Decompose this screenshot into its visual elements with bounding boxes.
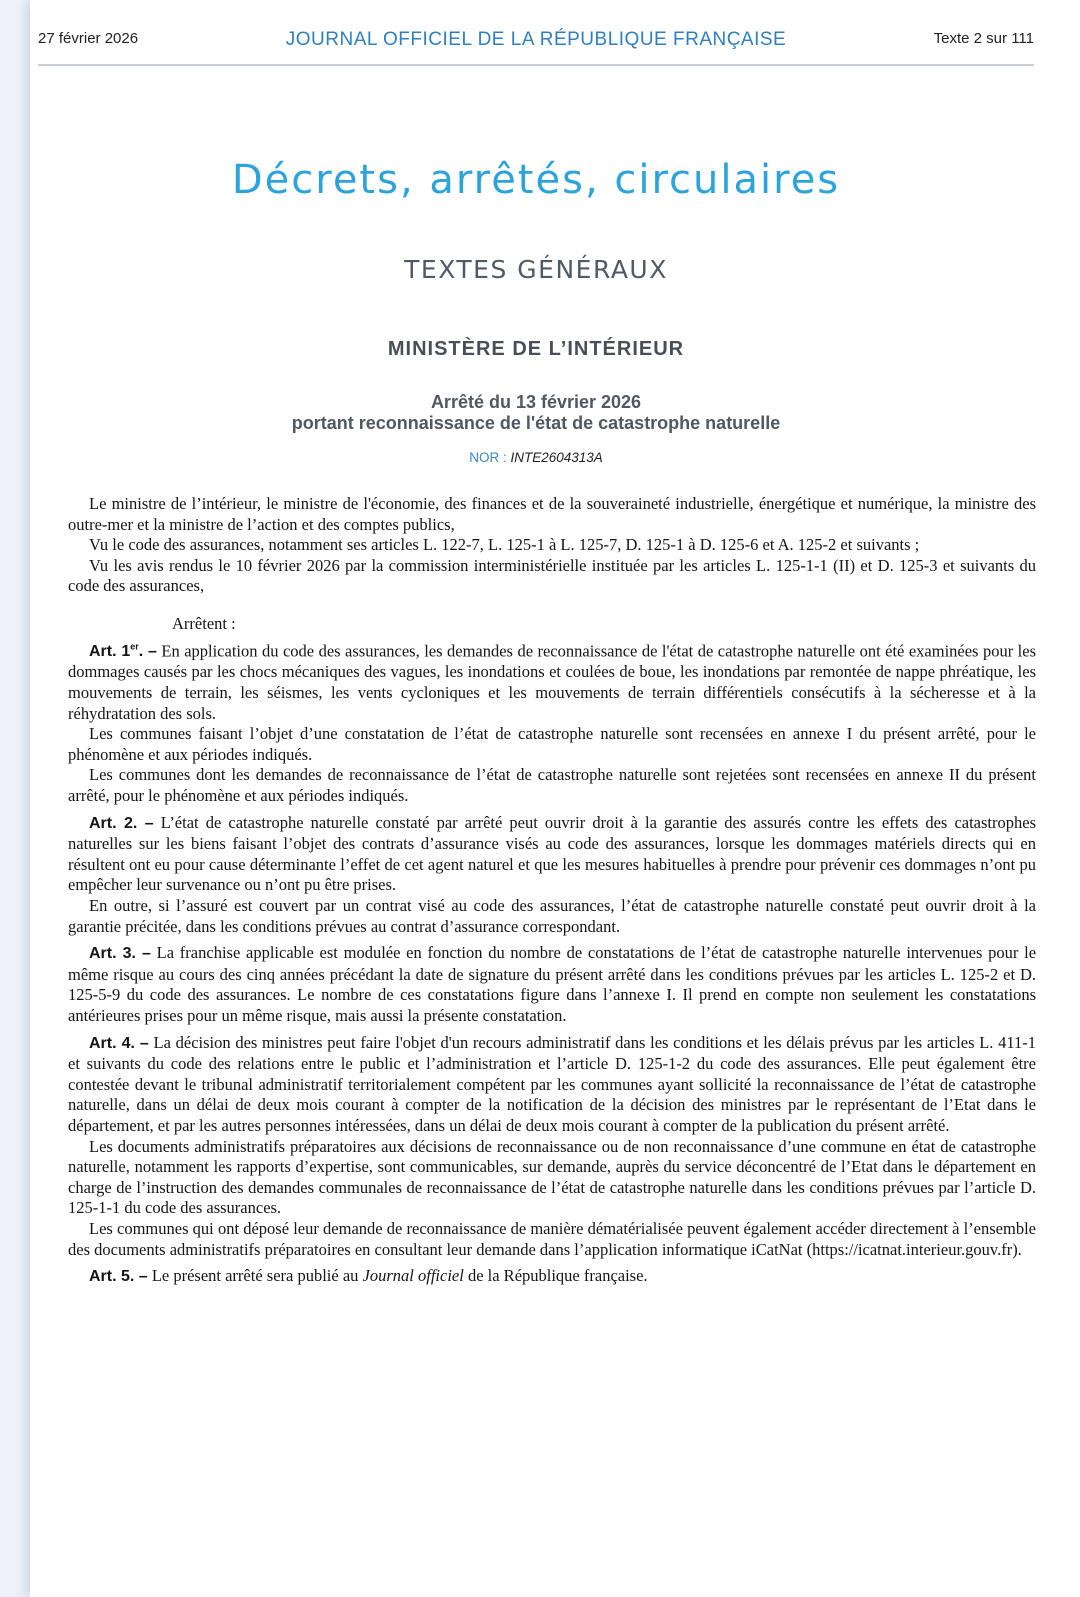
ministry-heading: MINISTÈRE DE L’INTÉRIEUR — [387, 338, 685, 360]
text-counter: Texte 2 sur 111 — [933, 30, 1034, 47]
article-4-label: Art. 4. – — [89, 1034, 149, 1052]
nor-reference — [38, 450, 1034, 465]
decree-body — [68, 494, 1036, 1288]
article-5-paragraph: Art. 5. – Le présent arrêté sera publié au Journal officiel de la République française. — [89, 1266, 648, 1286]
publication-date: 27 février 2026 — [38, 30, 139, 47]
article-1-label: Art. 1er. – — [89, 641, 157, 660]
decree-title-line1: Arrêté du 13 février 2026 — [430, 392, 642, 412]
article-4-paragraph-1: Art. 4. – La décision des ministres peut faire l'objet d'un recours administratif dans les conditions et les délais prévus par les articles L. 411-1 et suivants du code des relations entre le public et l’administration et l’article D. 125-1-2 du code des assurances. Elle peut également être contestée devant le tribunal administratif territorialement compétent par les communes ayant sollicité la reconnaissance de l’état de catastrophe naturelle, dans un délai de deux mois courant à compter de la notification de la décision des ministres par le représentant de l’Etat dans le département, et par les autres personnes intéressées, dans un délai de deux mois courant à compter de la publication du présent arrêté. — [68, 1032, 1037, 1135]
article-3-paragraph-1: Art. 3. – La franchise applicable est modulée en fonction du nombre de constatations de l’état de catastrophe naturelle intervenues pour le même risque au cours des cinq années précédant la date de signature du présent arrêté dans les conditions prévues par les articles L. 125-2 et D. 125-5-9 du code des assurances. Le nombre de ces constatations figure dans l’annexe I. Il prend en compte non seulement les constatations antérieures prises pour un même risque, mais aussi la présente constatation. — [68, 943, 1037, 1025]
arretent: Arrêtent : — [172, 613, 236, 633]
preamble-vu-avis: Vu les avis rendus le 10 février 2026 par la commission interministérielle instituée par les articles L. 125-1-1 (II) et D. 125-3 et suivants du code des assurances, — [68, 555, 1036, 596]
subsection-title: TEXTES GÉNÉRAUX — [404, 255, 668, 284]
article-2-label: Art. 2. – — [89, 814, 154, 832]
nor-code: INTE2604313A — [510, 450, 603, 465]
nor-label: NOR : — [469, 450, 507, 465]
preamble-ministers: Le ministre de l’intérieur, le ministre de l'économie, des finances et de la souveraineté industrielle, énergétique et numérique, la ministre des outre-mer et la ministre de l’action et des comptes publics, — [68, 494, 1036, 534]
journal-name: JOURNAL OFFICIEL DE LA RÉPUBLIQUE FRANÇAISE — [285, 29, 787, 50]
section-title: Décrets, arrêtés, circulaires — [231, 157, 841, 203]
article-4-paragraph-3: Les communes qui ont déposé leur demande de reconnaissance de manière dématérialisée peuvent également accéder directement à l’ensemble des documents administratifs préparatoires en consultant leur demande dans l’application informatique iCatNat (https://icatnat.interieur.gouv.fr). — [68, 1218, 1036, 1259]
article-1-paragraph-2: Les communes faisant l’objet d’une constatation de l’état de catastrophe naturelle sont recensées en annexe I du présent arrêté, pour le phénomène et aux périodes indiqués. — [68, 724, 1036, 764]
decree-title-line2: portant reconnaissance de l'état de catastrophe naturelle — [291, 413, 781, 433]
article-5-label: Art. 5. – — [89, 1268, 148, 1286]
journal-officiel-italic: Journal officiel — [362, 1266, 464, 1286]
article-2-paragraph-1: Art. 2. – L’état de catastrophe naturelle constaté par arrêté peut ouvrir droit à la garantie des assurés contre les effets des catastrophes naturelles sur les biens faisant l’objet des contrats d’assurance visés au code des assurances, lorsque les dommages matériels directs qui en résultent ont eu pour cause déterminante l’effet de cet agent naturel et que les mesures habituelles à prendre pour prévenir ces dommages n’ont pu empêcher leur survenance ou n’ont pu être prises. — [68, 812, 1036, 895]
preamble-vu-code: Vu le code des assurances, notamment ses articles L. 122-7, L. 125-1 à L. 125-7, D. 125-1 à D. 125-6 et A. 125-2 et suivants ; — [89, 535, 920, 555]
article-1-paragraph-1: Art. 1er. – En application du code des assurances, les demandes de reconnaissance de l'état de catastrophe naturelle ont été examinées pour les dommages causés par les chocs mécaniques des vagues, les inondations et coulées de boue, les inondations par remontée de nappe phréatique, les mouvements de terrain, les séismes, les vents cycloniques et les mouvements de terrain différentiels consécutifs à la sécheresse et à la réhydratation des sols. — [68, 640, 1036, 723]
article-3-label: Art. 3. – — [89, 945, 151, 963]
article-2-paragraph-2: En outre, si l’assuré est couvert par un contrat visé au code des assurances, l’état de catastrophe naturelle constaté peut ouvrir droit à la garantie précitée, dans les conditions prévues au contrat d’assurance correspondant. — [68, 896, 1036, 936]
article-4-paragraph-2: Les documents administratifs préparatoires aux décisions de reconnaissance ou de non reconnaissance d’une commune en état de catastrophe naturelle, notamment les rapports d’expertise, sont communicables, sur demande, auprès du service déconcentré de l’Etat dans le département en charge de l’instruction des demandes communales de reconnaissance de l’état de catastrophe naturelle dans les conditions prévues par l’article D. 125-1-1 du code des assurances. — [68, 1136, 1036, 1218]
article-1-paragraph-3: Les communes dont les demandes de reconnaissance de l’état de catastrophe naturelle sont rejetées sont recensées en annexe II du présent arrêté, pour le phénomène et aux périodes indiqués. — [68, 765, 1036, 806]
journal-header — [38, 30, 1034, 66]
